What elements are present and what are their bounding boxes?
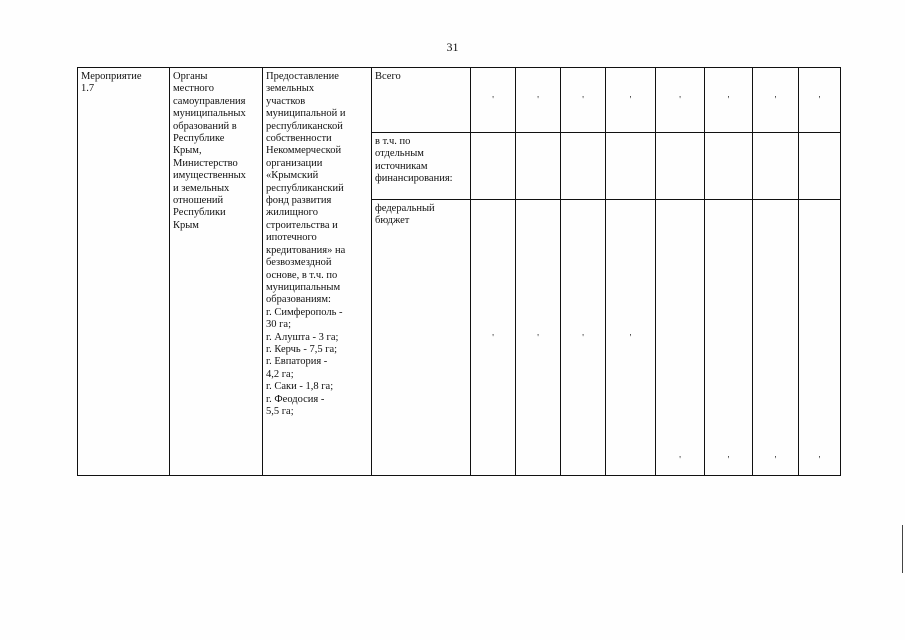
scan-edge-mark: [902, 525, 903, 573]
text-line: Крым,: [173, 145, 202, 157]
empty-cell: [799, 133, 841, 200]
value-cell: [753, 200, 799, 476]
text-line: республиканской: [266, 120, 343, 132]
text-line: Республики: [173, 207, 226, 219]
empty-cell: [516, 133, 561, 200]
value-mark: ': [727, 454, 730, 465]
text-line: Предоставление: [266, 71, 339, 82]
value-cell: [656, 68, 705, 133]
value-cell: [799, 68, 841, 133]
value-cell: [606, 200, 656, 476]
sources-label-cell: [372, 133, 471, 200]
text-line: федеральный: [375, 203, 435, 214]
page-number: 31: [446, 40, 459, 54]
text-line: 30 га;: [266, 319, 292, 331]
empty-cell: [705, 133, 753, 200]
value-mark: ': [582, 332, 584, 342]
empty-cell: [471, 133, 516, 200]
text-line: Органы: [173, 71, 208, 82]
text-line: источникам: [375, 160, 428, 172]
value-mark: ': [492, 332, 494, 342]
text-line: муниципальных: [173, 108, 246, 120]
text-line: Республике: [173, 133, 225, 145]
value-cell: [705, 200, 753, 476]
text-line: бюджет: [375, 215, 410, 227]
text-line: в т.ч. по: [375, 136, 411, 147]
text-line: г. Феодосия -: [266, 393, 325, 405]
value-mark: ': [492, 94, 494, 105]
value-mark: ': [774, 94, 777, 105]
value-cell: [471, 200, 516, 476]
text-line: муниципальным: [266, 281, 341, 293]
text-line: образований в: [173, 120, 237, 132]
empty-cell: [561, 133, 606, 200]
text-line: самоуправления: [173, 95, 246, 107]
text-line: муниципальной и: [266, 108, 346, 120]
text-line: Министерство: [173, 157, 238, 169]
value-cell: [753, 68, 799, 133]
value-mark: ': [818, 94, 821, 105]
measure-name-cell: [78, 68, 170, 476]
value-cell: [516, 68, 561, 133]
text-line: г. Алушта - 3 га;: [266, 331, 339, 343]
text-line: жилищного: [266, 207, 318, 219]
text-line: ипотечного: [266, 232, 317, 244]
text-line: финансирования:: [375, 173, 453, 185]
text-line: 4,2 га;: [266, 368, 294, 380]
empty-cell: [656, 133, 705, 200]
value-cell: [516, 200, 561, 476]
text-line: республиканский: [266, 182, 344, 194]
text-line: кредитования» на: [266, 244, 346, 256]
text-line: отдельным: [375, 148, 424, 160]
executor-cell: [170, 68, 263, 476]
value-mark: ': [818, 454, 821, 465]
executor-text: [173, 71, 260, 232]
text-line: и земельных: [173, 182, 230, 194]
federal-budget-label: [375, 203, 468, 228]
text-line: «Крымский: [266, 170, 319, 182]
text-line: г. Евпатория -: [266, 356, 328, 368]
empty-cell: [753, 133, 799, 200]
text-line: собственности: [266, 133, 332, 145]
value-mark: ': [629, 94, 632, 105]
text-line: местного: [173, 83, 214, 95]
value-mark: ': [774, 454, 777, 465]
measure-name: [81, 71, 167, 96]
value-mark: ': [582, 94, 584, 105]
value-cell: [561, 68, 606, 133]
value-cell: [471, 68, 516, 133]
value-cell: [561, 200, 606, 476]
text-line: земельных: [266, 83, 315, 95]
text-line: основе, в т.ч. по: [266, 269, 338, 281]
text-line: г. Керчь - 7,5 га;: [266, 343, 338, 355]
description-text: [266, 71, 369, 418]
total-label-cell: [372, 68, 471, 133]
text-line: отношений: [173, 195, 224, 207]
value-mark: ': [629, 332, 632, 342]
value-mark: ': [537, 94, 539, 105]
text-line: строительства и: [266, 219, 338, 231]
text-line: образованиям:: [266, 294, 331, 306]
text-line: г. Симферополь -: [266, 306, 343, 318]
text-line: организации: [266, 157, 323, 169]
text-line: Мероприятие: [81, 71, 142, 82]
text-line: Крым: [173, 219, 199, 231]
value-cell: [705, 68, 753, 133]
text-line: фонд развития: [266, 195, 332, 207]
description-cell: [263, 68, 372, 476]
value-cell: [656, 200, 705, 476]
text-line: Некоммерческой: [266, 145, 342, 157]
value-cell: [606, 68, 656, 133]
measures-table: [77, 67, 841, 476]
table-row: [78, 68, 841, 133]
value-cell: [799, 200, 841, 476]
text-line: г. Саки - 1,8 га;: [266, 381, 334, 393]
text-line: безвозмездной: [266, 257, 332, 269]
text-line: имущественных: [173, 170, 246, 182]
empty-cell: [606, 133, 656, 200]
value-mark: ': [679, 94, 681, 105]
text-line: 1.7: [81, 83, 95, 95]
value-mark: ': [537, 332, 539, 342]
sources-label: [375, 136, 468, 186]
value-mark: ': [727, 94, 730, 105]
value-mark: ': [679, 454, 681, 465]
text-line: 5,5 га;: [266, 405, 294, 417]
text-line: участков: [266, 95, 306, 107]
federal-budget-cell: [372, 200, 471, 476]
total-label: Всего: [375, 71, 401, 82]
